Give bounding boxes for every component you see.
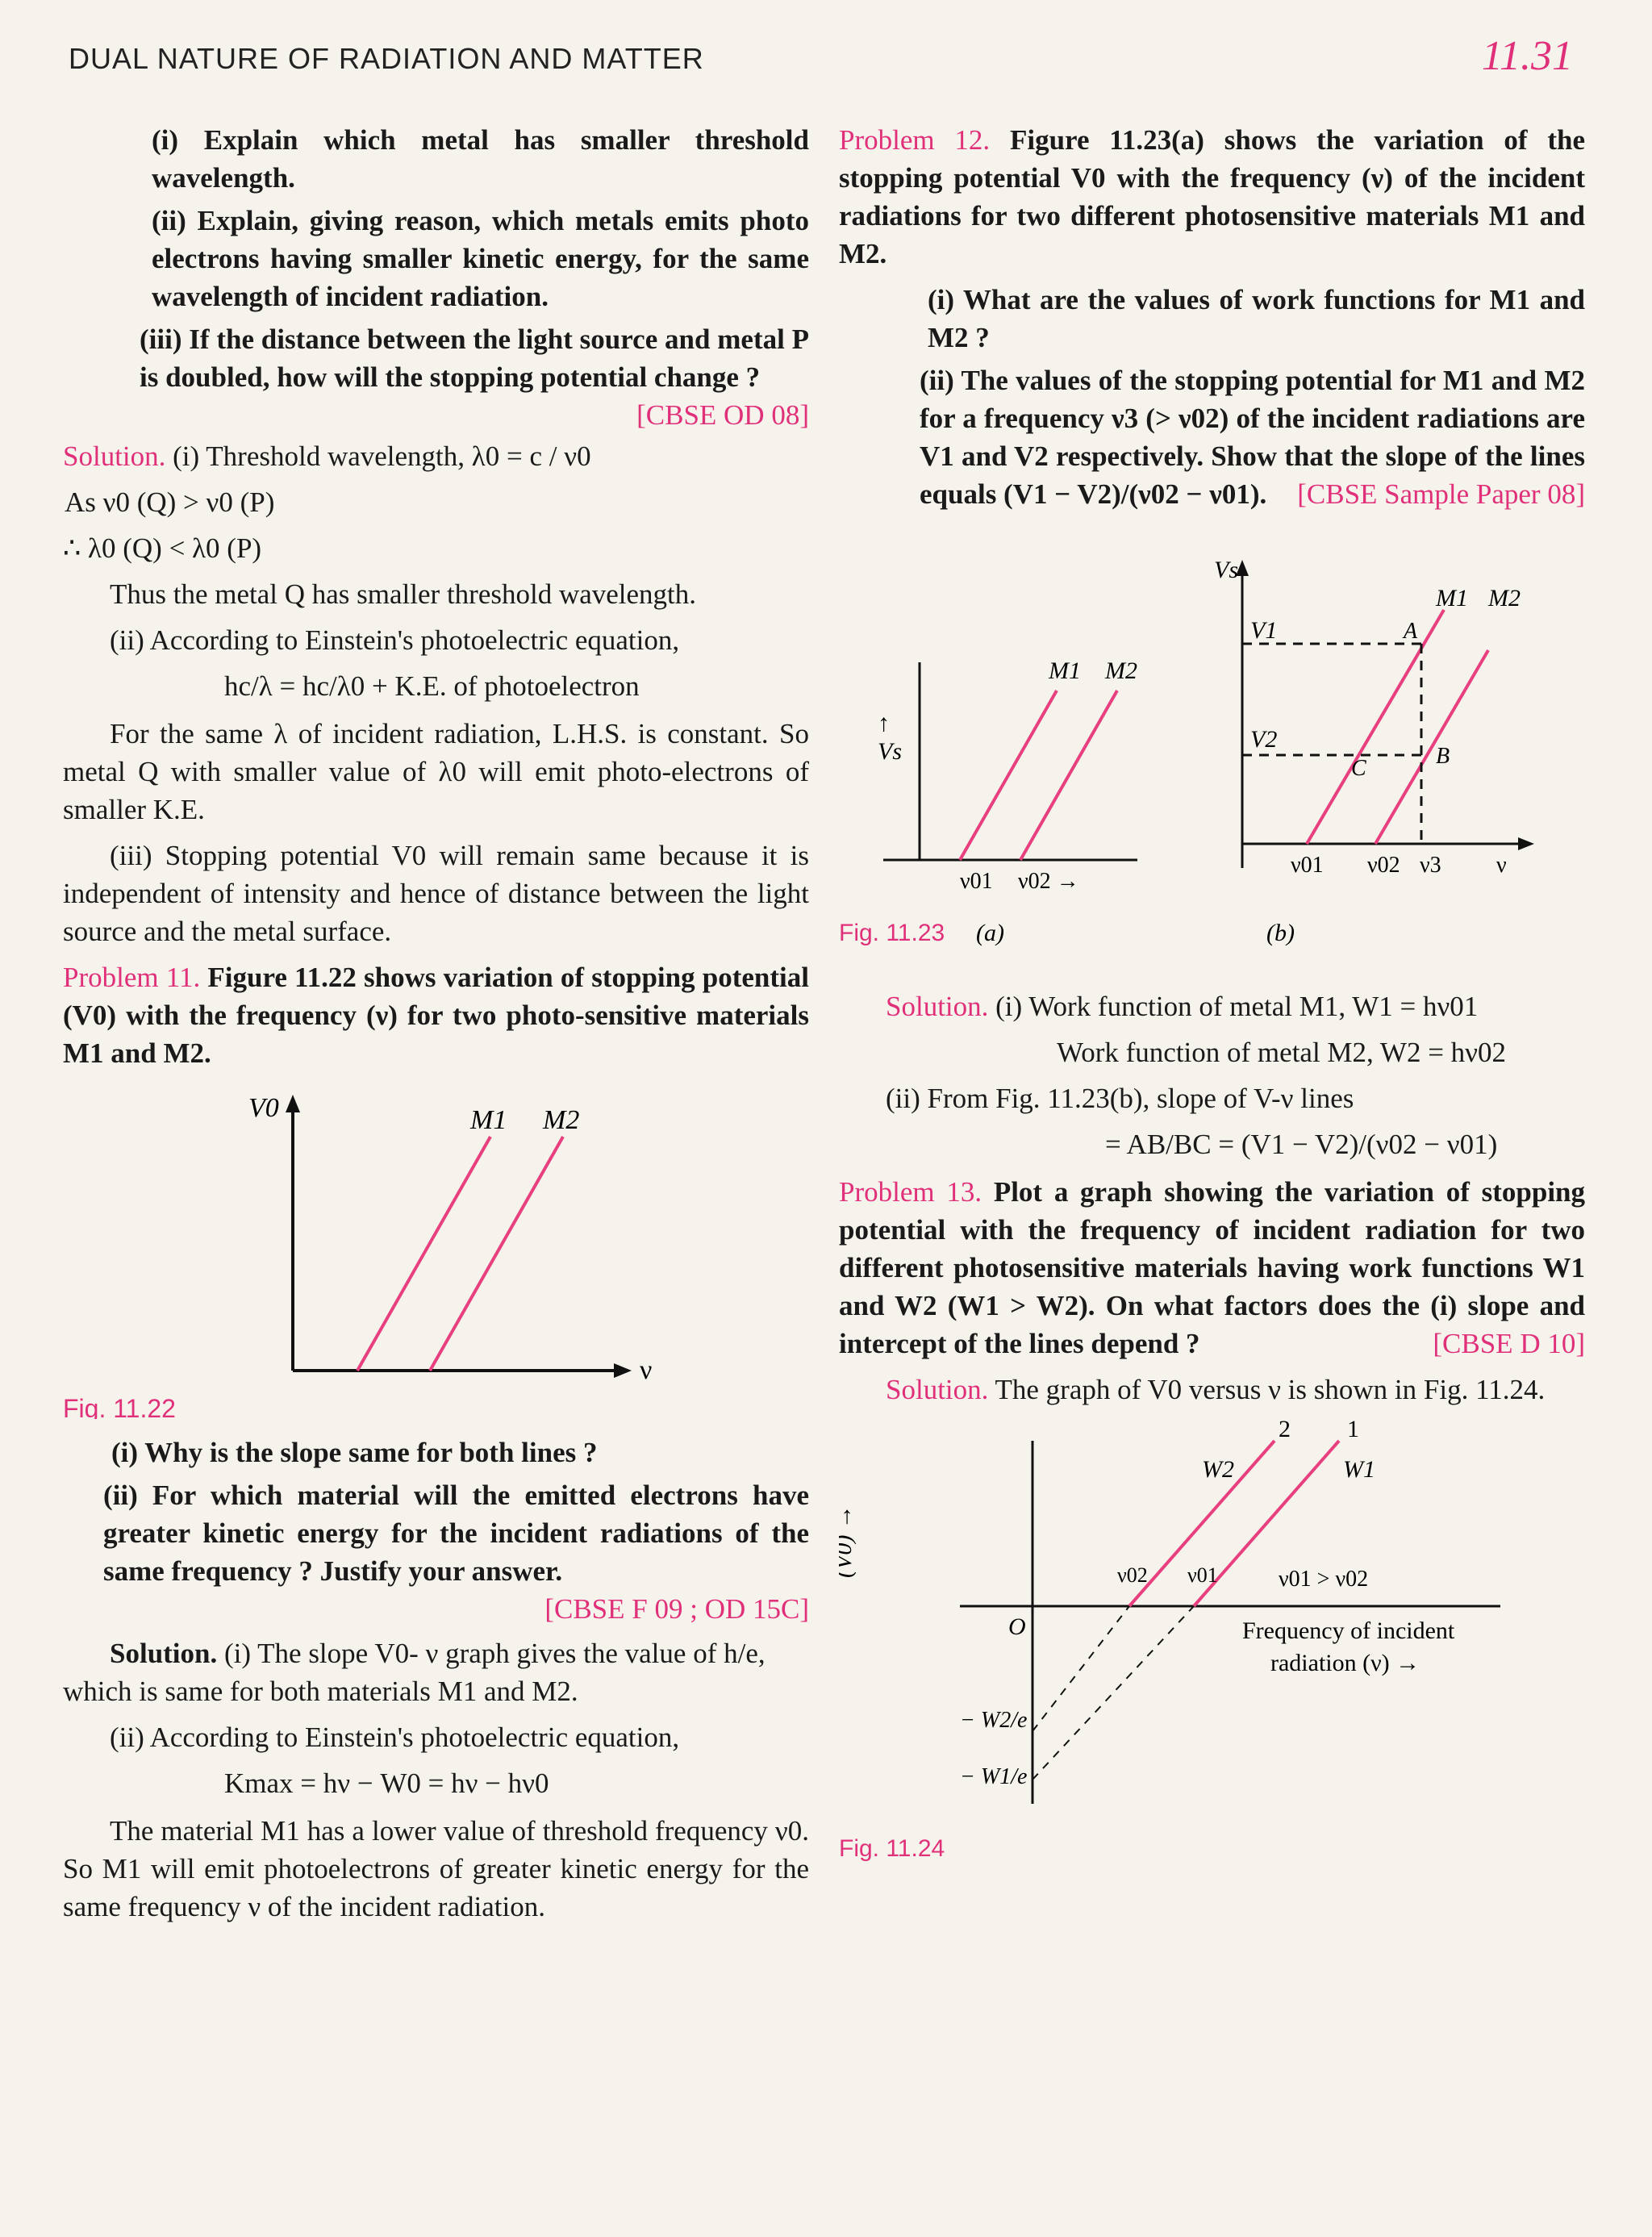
question-ii: (ii) Explain, giving reason, which metals emits photo electrons having smaller kinetic energy, for the same wavelength of incident radiation. — [152, 205, 809, 312]
m1-label: M1 — [470, 1105, 507, 1135]
problem-13-label: Problem 13. — [839, 1176, 982, 1208]
point-b: B — [1436, 744, 1450, 769]
w2-label: W2 — [1202, 1456, 1234, 1483]
b-v01-label: ν01 — [1291, 853, 1324, 878]
w1-label: W1 — [1343, 1456, 1375, 1483]
minus-w2-label: − W2/e — [960, 1708, 1028, 1733]
figure-caption: Fig. 11.23 — [839, 920, 945, 946]
right-column — [839, 121, 1585, 1883]
thus-text: Thus the metal Q has smaller threshold wavelength. — [110, 578, 697, 610]
relation-label: ν01 > ν02 — [1279, 1567, 1369, 1592]
b-v2-label: V2 — [1250, 726, 1278, 753]
figure-11-24 — [839, 1417, 1585, 1878]
b-v3-label: ν3 — [1420, 853, 1441, 878]
v01-label: ν01 — [1187, 1563, 1218, 1587]
p11-solution-ii: (ii) According to Einstein's photoelectric equation, — [110, 1722, 680, 1753]
a-m1-label: M1 — [1049, 657, 1081, 684]
graph-11-22 — [63, 1080, 809, 1419]
problem-12-text: Figure 11.23(a) shows the variation of the stopping potential V0 with the frequency (ν) of the incident radiations for two different photosensitive materials M1 and M2. — [839, 124, 1586, 269]
citation: [CBSE D 10] — [1433, 1328, 1585, 1359]
line-2-label: 2 — [1279, 1417, 1291, 1442]
line-1-label: 1 — [1347, 1417, 1359, 1442]
x-axis-label: ν — [640, 1355, 653, 1385]
b-m1-label: M1 — [1436, 585, 1468, 611]
problem-12-label: Problem 12. — [839, 124, 991, 156]
x-label-2: radiation (ν) → — [1270, 1650, 1420, 1676]
caption-b: (b) — [1266, 920, 1295, 946]
citation: [CBSE Sample Paper 08] — [1297, 478, 1585, 510]
a-vs-label: Vs — [878, 738, 902, 765]
v02-label: ν02 — [1117, 1563, 1148, 1587]
p11-question-i: (i) Why is the slope same for both lines ? — [111, 1437, 598, 1468]
b-nu-label: ν — [1496, 853, 1507, 878]
equation-kmax: Kmax = hν − W0 = hν − hν0 — [224, 1767, 549, 1799]
p12-solution-label: Solution. — [886, 991, 989, 1022]
equation-einstein: hc/λ = hc/λ0 + K.E. of photoelectron — [224, 670, 640, 702]
p11-solution-i: (i) The slope V0- ν graph gives the value of h/e, which is same for both materials M1 and M2. — [63, 1638, 766, 1707]
graph-11-24 — [839, 1417, 1585, 1868]
m2-label: M2 — [543, 1105, 580, 1135]
a-v01-label: ν01 — [960, 869, 993, 894]
therefore-line: ∴ λ0 (Q) < λ0 (P) — [63, 532, 262, 564]
b-v1-label: V1 — [1250, 617, 1278, 644]
as-line: As ν0 (Q) > ν0 (P) — [65, 486, 275, 518]
point-a: A — [1404, 619, 1418, 644]
y-axis-label: V0 — [248, 1093, 279, 1123]
b-vs-label: Vs — [1214, 557, 1238, 583]
figure-caption: Fig. 11.24 — [839, 1835, 945, 1862]
p12-question-i: (i) What are the values of work functions for M1 and M2 ? — [928, 284, 1585, 353]
citation: [CBSE F 09 ; OD 15C] — [544, 1593, 809, 1625]
p11-question-ii: (ii) For which material will the emitted electrons have greater kinetic energy for the incident radiations of the same frequency ? Justify your answer. [CBSE F 09 ; OD 15C] — [63, 1476, 809, 1628]
left-column — [63, 121, 809, 1934]
solution-i: (i) Threshold wavelength, λ0 = c / ν0 — [173, 440, 591, 472]
x-label-1: Frequency of incident — [1242, 1617, 1455, 1644]
question-i: (i) Explain which metal has smaller threshold wavelength. — [152, 124, 809, 194]
a-v02-label: ν02 → — [1018, 869, 1079, 894]
arrow-up: ↑ — [878, 710, 890, 737]
point-c: C — [1351, 756, 1366, 781]
p12-question-ii: (ii) The values of the stopping potential for M1 and M2 for a frequency ν3 (> ν02) of the incident radiations are V1 and V2 respectively. Show that the slope of the lines equals (V1 − V2)/(ν02 − ν01). [CBSE Sample Paper 08] — [839, 361, 1585, 513]
same-lambda-text: For the same λ of incident radiation, L.H.S. is constant. So metal Q with smaller value of λ0 will emit photo-electrons of smaller K.E. — [63, 718, 809, 825]
slope-equation: = AB/BC = (V1 − V2)/(ν02 − ν01) — [1105, 1129, 1498, 1160]
p11-solution-label: Solution. — [110, 1638, 218, 1669]
p12-solution-i-a: (i) Work function of metal M1, W1 = hν01 — [995, 991, 1479, 1022]
p13-solution-label: Solution. — [886, 1374, 989, 1405]
final-text: The material M1 has a lower value of threshold frequency ν0. So M1 will emit photoelectrons of greater kinetic energy for the same frequency ν of the incident radiation. — [63, 1815, 809, 1922]
p12-solution-i-b: Work function of metal M2, W2 = hν02 — [1057, 1037, 1507, 1068]
b-m2-label: M2 — [1488, 585, 1521, 611]
y-label-3: (V0) — [839, 1534, 857, 1578]
problem-13-text: Plot a graph showing the variation of stopping potential with the frequency of incident radiation for two different photosensitive materials having work functions W1 and W2 (W1 > W2). On what factors does the (i) slope and intercept of the lines depend ? — [839, 1176, 1586, 1359]
question-iii: (iii) If the distance between the light source and metal P is doubled, how will the stopping potential change ? [CBSE OD 08] — [63, 320, 809, 434]
b-v02-label: ν02 — [1367, 853, 1400, 878]
solution-label: Solution. — [63, 440, 166, 472]
figure-11-23 — [839, 521, 1585, 983]
page-number: 11.31 — [1481, 33, 1573, 79]
problem-11-text: Figure 11.22 shows variation of stopping potential (V0) with the frequency (ν) for two photo-sensitive materials M1 and M2. — [63, 962, 809, 1069]
p12-solution-ii: (ii) From Fig. 11.23(b), slope of V-ν lines — [886, 1083, 1354, 1114]
citation: [CBSE OD 08] — [636, 399, 809, 431]
running-header: DUAL NATURE OF RADIATION AND MATTER — [69, 42, 704, 75]
minus-w1-label: − W1/e — [960, 1764, 1028, 1789]
problem-11-label: Problem 11. — [63, 962, 201, 993]
a-m2-label: M2 — [1105, 657, 1137, 684]
caption-a: (a) — [976, 920, 1004, 946]
origin-label: O — [1008, 1613, 1026, 1640]
solution-ii: (ii) According to Einstein's photoelectric equation, — [110, 624, 680, 656]
graph-11-23 — [839, 521, 1585, 973]
figure-caption: Fig. 11.22 — [63, 1394, 176, 1419]
p13-solution-text: The graph of V0 versus ν is shown in Fig. 11.24. — [995, 1374, 1546, 1405]
figure-11-22 — [63, 1080, 809, 1429]
solution-iii: (iii) Stopping potential V0 will remain same because it is independent of intensity and hence of distance between the light source and the metal surface. — [63, 840, 809, 947]
